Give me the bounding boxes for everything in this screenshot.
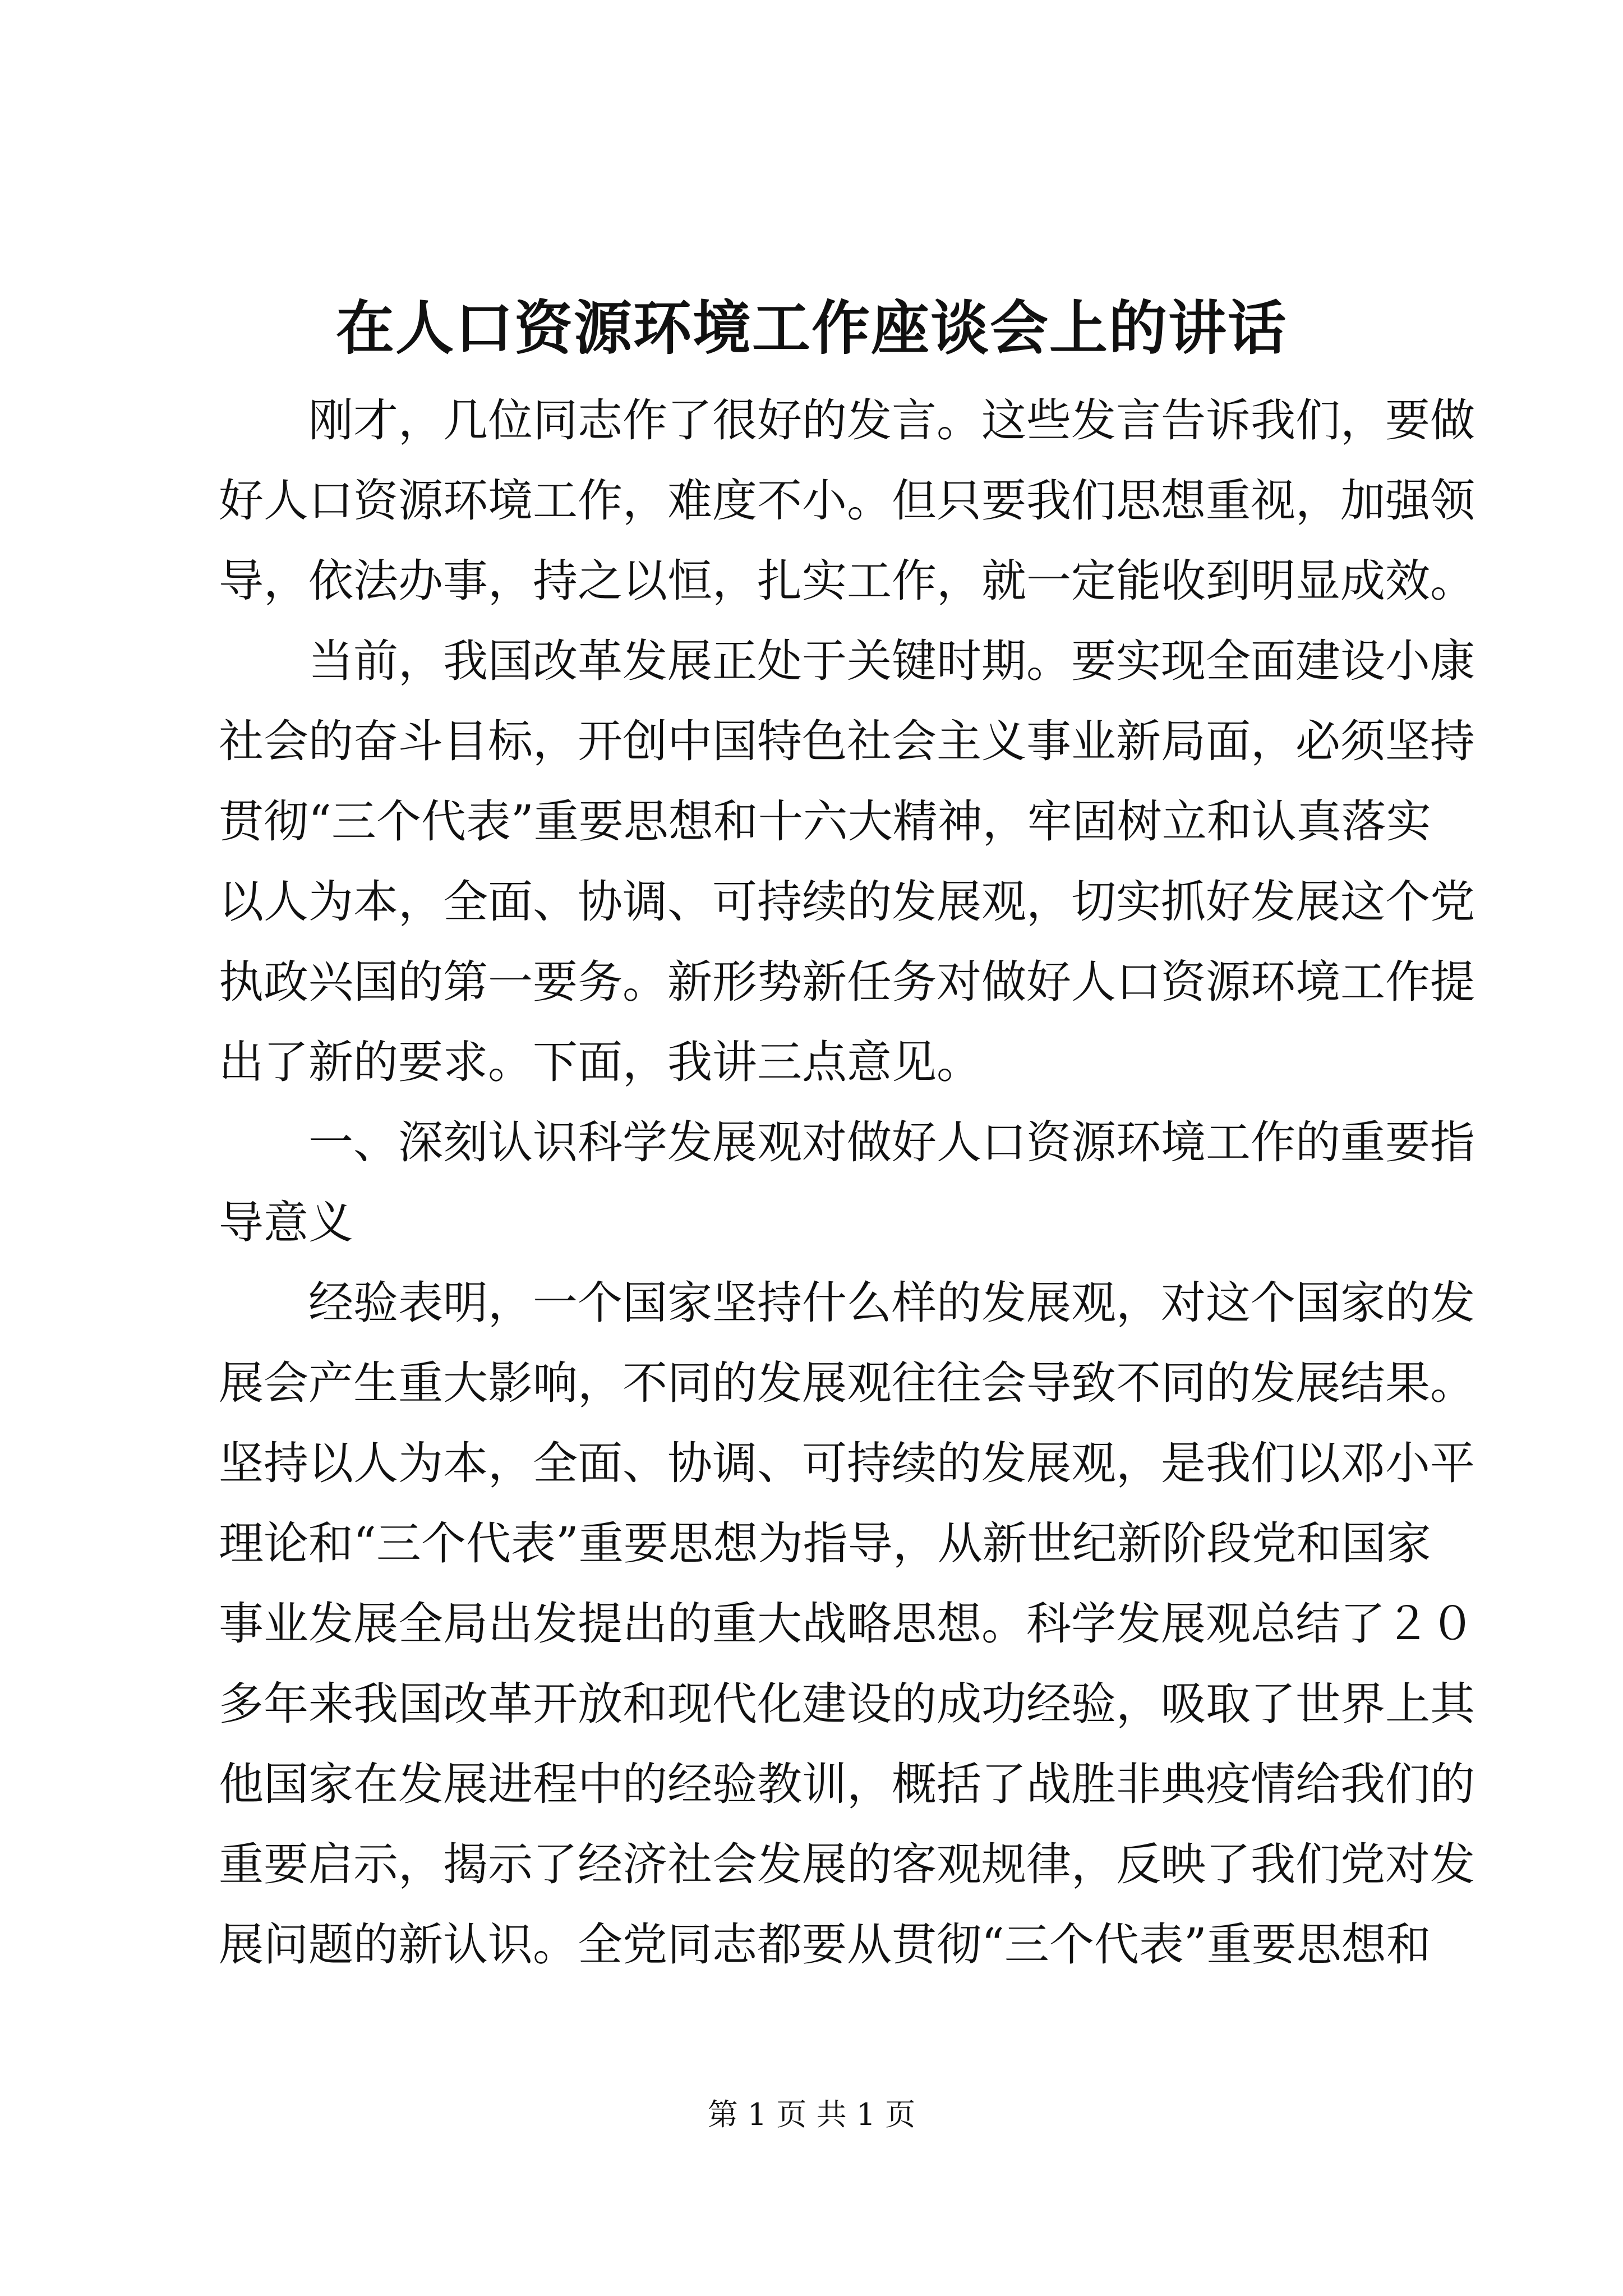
text-line: 事业发展全局出发提出的重大战略思想。科学发展观总结了２０ [219,1598,1475,1650]
text-line: 刚才，几位同志作了很好的发言。这些发言告诉我们，要做 [308,394,1475,447]
text-line: 出了新的要求。下面，我讲三点意见。 [219,1036,981,1088]
text-line: 多年来我国改革开放和现代化建设的成功经验，吸取了世界上其 [219,1678,1475,1730]
text-line: 执政兴国的第一要务。新形势新任务对做好人口资源环境工作提 [219,956,1475,1008]
text-line: 好人口资源环境工作，难度不小。但只要我们思想重视，加强领 [219,475,1475,527]
page-number-footer: 第 1 页 共 1 页 [707,2097,916,2132]
page-title: 在人口资源环境工作座谈会上的讲话 [335,293,1287,362]
section-heading-continued: 导意义 [219,1197,353,1249]
text-line: 以人为本，全面、协调、可持续的发展观，切实抓好发展这个党 [219,876,1475,928]
text-line: 社会的奋斗目标，开创中国特色社会主义事业新局面，必须坚持 [219,715,1475,767]
section-heading: 一、深刻认识科学发展观对做好人口资源环境工作的重要指 [308,1116,1475,1168]
text-line: 展问题的新认识。全党同志都要从贯彻“三个代表”重要思想和 [219,1918,1431,1971]
text-line: 导，依法办事，持之以恒，扎实工作，就一定能收到明显成效。 [219,555,1475,607]
text-line: 坚持以人为本，全面、协调、可持续的发展观，是我们以邓小平 [219,1437,1475,1489]
text-line: 当前，我国改革发展正处于关键时期。要实现全面建设小康 [308,635,1475,687]
text-line: 展会产生重大影响，不同的发展观往往会导致不同的发展结果。 [219,1357,1475,1409]
text-line: 重要启示，揭示了经济社会发展的客观规律，反映了我们党对发 [219,1838,1475,1890]
text-line: 经验表明，一个国家坚持什么样的发展观，对这个国家的发 [308,1277,1475,1329]
text-line: 他国家在发展进程中的经验教训，概括了战胜非典疫情给我们的 [219,1758,1475,1810]
text-line: 贯彻“三个代表”重要思想和十六大精神，牢固树立和认真落实 [219,795,1431,848]
text-line: 理论和“三个代表”重要思想为指导，从新世纪新阶段党和国家 [219,1517,1431,1570]
